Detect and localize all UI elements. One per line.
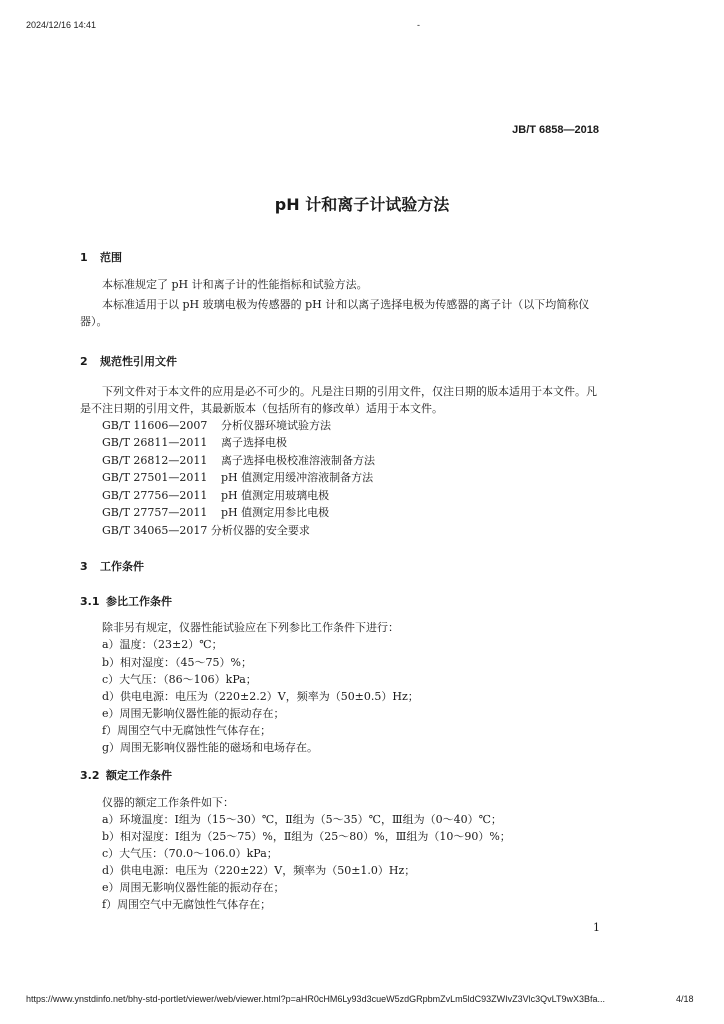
standard-number: JB/T 6858—2018 — [512, 124, 599, 136]
reference-title: pH 值测定用玻璃电极 — [221, 489, 330, 502]
print-url: https://www.ynstdinfo.net/bhy-std-portlet/viewer/web/viewer.html?p=aHR0cHM6Ly93d3cueW5zdGRpbmZvLm5ldC93ZWIvZ3Vlc3QvLT9wX3Bfa... — [26, 994, 605, 1004]
reference-item — [102, 522, 310, 539]
section-3-2-title: 额定工作条件 — [106, 769, 172, 782]
list-item: a）温度：（23±2）℃； — [102, 638, 223, 651]
section-3-1-number: 3.1 — [80, 595, 100, 608]
reference-item — [102, 487, 329, 504]
reference-title: 离子选择电极校准溶液制备方法 — [221, 454, 375, 467]
print-header-center: - — [417, 20, 420, 30]
list-item: d）供电电源：电压为（220±22）V，频率为（50±1.0）Hz； — [102, 864, 416, 877]
reference-code: GB/T 27757—2011 — [102, 506, 208, 519]
list-item: d）供电电源：电压为（220±2.2）V，频率为（50±0.5）Hz； — [102, 690, 419, 703]
print-datetime: 2024/12/16 14:41 — [26, 20, 97, 30]
list-item: c）大气压：（86～106）kPa； — [102, 673, 257, 686]
reference-code: GB/T 27501—2011 — [102, 471, 208, 484]
list-item: b）相对湿度：（45～75）%； — [102, 656, 252, 669]
section-2-number: 2 — [80, 355, 88, 368]
list-item: g）周围无影响仪器性能的磁场和电场存在。 — [102, 741, 319, 754]
section-2-heading — [80, 353, 177, 369]
reference-code: GB/T 26812—2011 — [102, 454, 208, 467]
list-item: f）周围空气中无腐蚀性气体存在； — [102, 898, 272, 911]
section-2-intro: 下列文件对于本文件的应用是必不可少的。凡是注日期的引用文件，仅注日期的版本适用于本文件。凡是不注日期的引用文件，其最新版本（包括所有的修改单）适用于本文件。 — [80, 385, 597, 415]
section-1-para-1: 本标准规定了 pH 计和离子计的性能指标和试验方法。 — [102, 278, 368, 291]
section-3-number: 3 — [80, 560, 88, 573]
section-1-number: 1 — [80, 251, 88, 264]
page-number: 1 — [593, 921, 600, 934]
section-3-2-intro: 仪器的额定工作条件如下： — [102, 796, 234, 809]
reference-item — [102, 504, 329, 521]
section-3-1-title: 参比工作条件 — [106, 595, 172, 608]
reference-code: GB/T 27756—2011 — [102, 489, 208, 502]
section-1-heading — [80, 249, 122, 265]
document-title: pH 计和离子计试验方法 — [274, 195, 450, 214]
reference-item — [102, 434, 287, 451]
reference-title: pH 值测定用缓冲溶液制备方法 — [221, 471, 374, 484]
section-2-title: 规范性引用文件 — [100, 355, 177, 368]
list-item: c）大气压：（70.0～106.0）kPa； — [102, 847, 278, 860]
reference-title: 分析仪器的安全要求 — [210, 524, 310, 537]
list-item: e）周围无影响仪器性能的振动存在； — [102, 707, 285, 720]
print-page-count: 4/18 — [676, 994, 694, 1004]
section-3-1-intro: 除非另有规定，仪器性能试验应在下列参比工作条件下进行： — [102, 621, 399, 634]
reference-code: GB/T 26811—2011 — [102, 436, 208, 449]
section-1-title: 范围 — [100, 251, 122, 264]
reference-code: GB/T 34065—2017 — [102, 524, 208, 537]
section-3-2-number: 3.2 — [80, 769, 100, 782]
section-3-2-heading — [80, 767, 172, 783]
reference-title: 离子选择电极 — [221, 436, 287, 449]
list-item: f）周围空气中无腐蚀性气体存在； — [102, 724, 272, 737]
section-3-title: 工作条件 — [100, 560, 144, 573]
reference-code: GB/T 11606—2007 — [102, 419, 208, 432]
reference-item — [102, 452, 375, 469]
reference-title: 分析仪器环境试验方法 — [221, 419, 331, 432]
reference-title: pH 值测定用参比电极 — [221, 506, 330, 519]
list-item: a）环境温度：Ⅰ组为（15～30）℃，Ⅱ组为（5～35）℃，Ⅲ组为（0～40）℃； — [102, 813, 502, 826]
reference-item — [102, 417, 331, 434]
section-3-heading — [80, 558, 144, 574]
section-1-para-2: 本标准适用于以 pH 玻璃电极为传感器的 pH 计和以离子选择电极为传感器的离子计（以下均简称仪器）。 — [80, 298, 590, 328]
list-item: b）相对湿度：Ⅰ组为（25～75）%，Ⅱ组为（25～80）%，Ⅲ组为（10～90）%； — [102, 830, 511, 843]
reference-item — [102, 469, 373, 486]
list-item: e）周围无影响仪器性能的振动存在； — [102, 881, 285, 894]
section-3-1-heading — [80, 593, 172, 609]
